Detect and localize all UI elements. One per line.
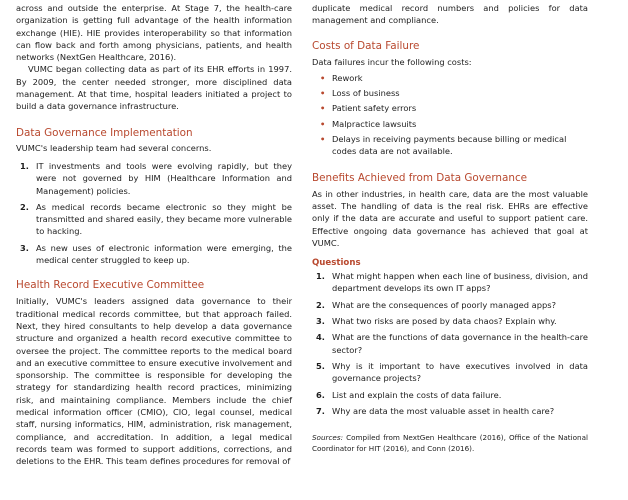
- list-item: [312, 270, 588, 295]
- list-text: What might happen when each line of business, division, and department develops its own IT apps?: [332, 271, 588, 294]
- list-item: [312, 315, 588, 327]
- list-item: [312, 102, 588, 114]
- list-item: [312, 360, 588, 385]
- list-text: Delays in receiving payments because billing or medical codes data are not available.: [332, 134, 567, 157]
- list-item: [312, 299, 588, 311]
- list-number: 4.: [316, 332, 325, 343]
- list-text: What two risks are posed by data chaos? Explain why.: [332, 316, 557, 327]
- list-text: Why is it important to have executives involved in data governance projects?: [332, 360, 588, 384]
- paragraph-duplicate-records: duplicate medical record numbers and policies for data management and compliance.: [312, 3, 588, 26]
- list-text: What are the functions of data governance in the health-care sector?: [332, 332, 588, 355]
- list-number: 3.: [316, 316, 325, 327]
- questions-list: [312, 270, 588, 417]
- list-item: [312, 389, 588, 401]
- list-number: 2.: [316, 299, 325, 310]
- list-text: As new uses of electronic information were emerging, the medical center struggled to keep up.: [36, 242, 292, 266]
- list-item: [312, 87, 588, 99]
- sources-text: Compiled from NextGen Healthcare (2016), Office of the National Coordinator for HIT (2016), and Conn (2016).: [312, 433, 588, 453]
- concerns-list: [16, 160, 292, 266]
- list-item: [16, 201, 292, 238]
- sources-note: [312, 433, 588, 454]
- list-number: 1.: [20, 160, 29, 171]
- bullet-icon: •: [320, 134, 326, 145]
- list-number: 3.: [20, 242, 29, 253]
- list-item: [312, 133, 588, 158]
- list-text: Loss of business: [332, 88, 400, 99]
- paragraph-stage7: across and outside the enterprise. At Stage 7, the health-care organization is getting full advantage of the health information exchange (HIE). HIE provides interoperability so that information can flow back and forth among physicians, patients, and health networks (NextGen Healthcare, 2016).: [16, 3, 292, 63]
- list-text: IT investments and tools were evolving rapidly, but they were not governed by HIM (Healthcare Information and Management) policies.: [36, 160, 292, 196]
- heading-health-record-executive-committee: Health Record Executive Committee: [16, 279, 205, 292]
- heading-questions: Questions: [312, 258, 361, 269]
- costs-list: [312, 72, 588, 158]
- list-item: [312, 331, 588, 356]
- heading-costs-of-data-failure: Costs of Data Failure: [312, 39, 420, 52]
- bullet-icon: •: [320, 103, 326, 114]
- heading-data-governance-implementation: Data Governance Implementation: [16, 126, 193, 139]
- list-item: [16, 160, 292, 197]
- list-text: What are the consequences of poorly managed apps?: [332, 299, 557, 310]
- paragraph-committee: Initially, VUMC's leaders assigned data governance to their traditional medical records committee, but that approach failed. Next, they hired consultants to help develop a data governance structure and organized a health record executive committee to oversee the project. The committee reports to the medical board and an executive committee to ensure executive involvement and sponsorship. The committee is responsible for developing the strategy for standardizing health record practices, minimizing risk, and maintaining compliance. Members include the chief medical information officer (CMIO), CIO, legal counsel, medical staff, nursing informatics, HIM, administration, risk management, compliance, and accreditation. In addition, a legal medical records team was formed to support additions, corrections, and deletions to the EHR. This team defines procedures for removal of: [16, 296, 292, 467]
- right-column: [312, 0, 588, 454]
- bullet-icon: •: [320, 118, 326, 129]
- heading-benefits-achieved: Benefits Achieved from Data Governance: [312, 171, 528, 184]
- paragraph-benefits: As in other industries, in health care, data are the most valuable asset. The handling of data is the real risk. EHRs are effective only if the data are accurate and useful to support patient care. Effective ongoing data governance has achieved that goal at VUMC.: [312, 188, 588, 248]
- list-text: Malpractice lawsuits: [332, 118, 417, 129]
- list-item: [16, 242, 292, 267]
- bullet-icon: •: [320, 72, 326, 83]
- list-number: 6.: [316, 389, 325, 400]
- list-text: As medical records became electronic so they might be transmitted and shared easily, they became more vulnerable to hacking.: [36, 201, 292, 237]
- list-number: 7.: [316, 405, 325, 416]
- list-text: List and explain the costs of data failure.: [332, 389, 502, 400]
- list-text: Patient safety errors: [332, 103, 417, 114]
- list-number: 5.: [316, 360, 325, 371]
- list-text: Rework: [332, 72, 363, 83]
- paragraph-concerns-intro: VUMC's leadership team had several concerns.: [16, 142, 212, 153]
- list-item: [312, 405, 588, 417]
- paragraph-costs-intro: Data failures incur the following costs:: [312, 56, 472, 67]
- list-number: 2.: [20, 201, 29, 212]
- list-text: Why are data the most valuable asset in health care?: [332, 405, 555, 416]
- sources-label: Sources:: [312, 433, 344, 443]
- bullet-icon: •: [320, 88, 326, 99]
- list-item: [312, 118, 588, 130]
- list-number: 1.: [316, 271, 325, 282]
- paragraph-vumc-history: VUMC began collecting data as part of its EHR efforts in 1997. By 2009, the center needed stronger, more disciplined data management. At that time, hospital leaders initiated a project to build a data governance infrastructure.: [16, 64, 292, 112]
- list-item: [312, 72, 588, 84]
- left-column: [16, 0, 292, 468]
